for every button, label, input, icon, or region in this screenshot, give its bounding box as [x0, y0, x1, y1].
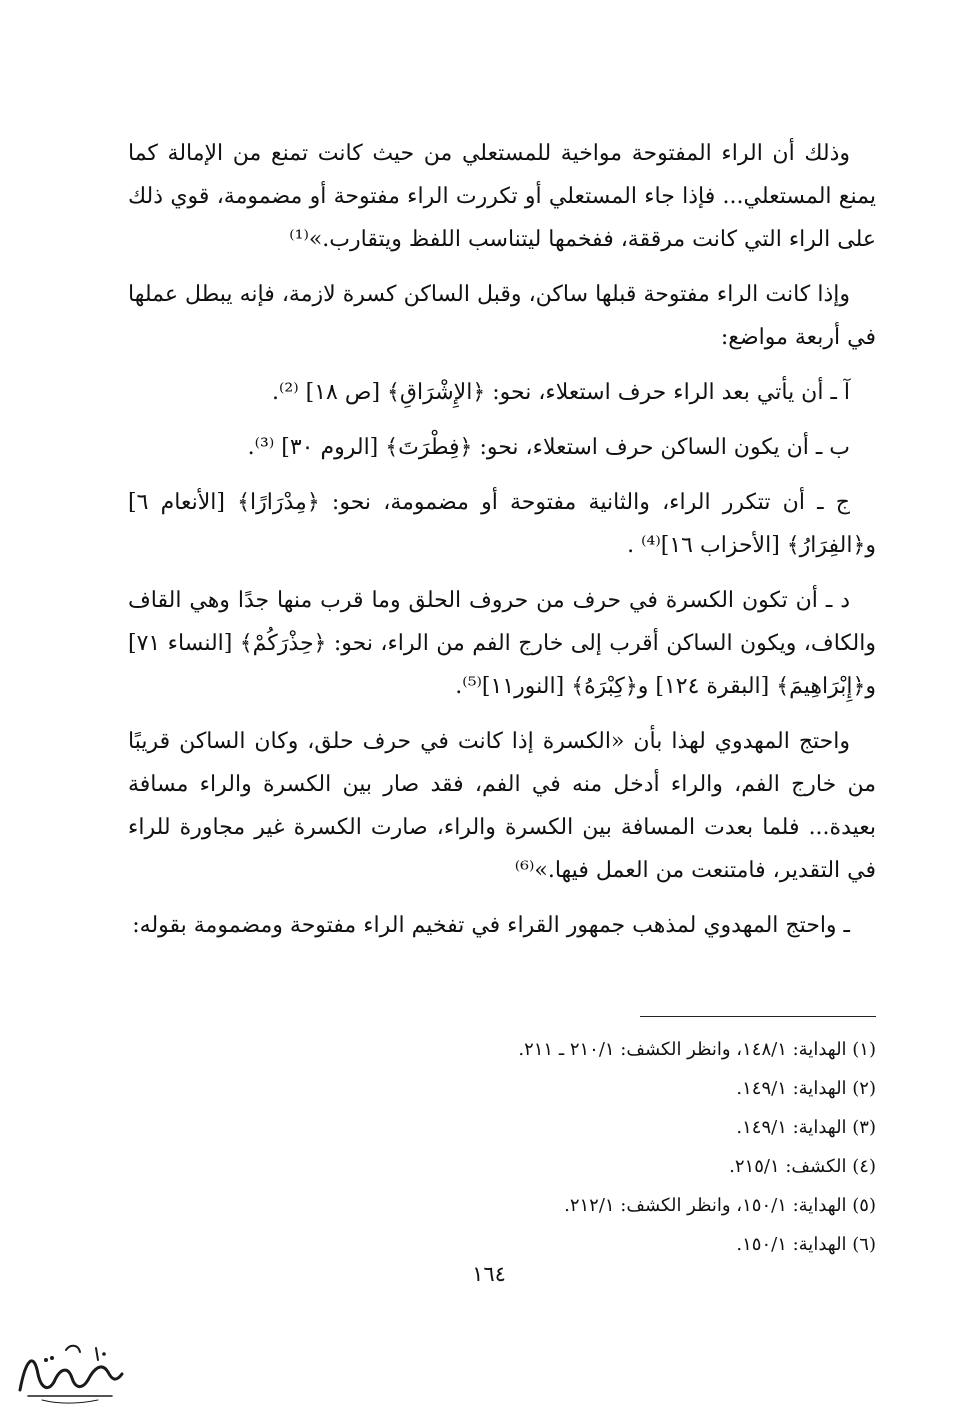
list-item-d: د ـ أن تكون الكسرة في حرف من حروف الحلق وما قرب منها جدًا وهي القاف والكاف، ويكون الساكن أقرب إلى خارج الفم من الراء، نحو: ﴿حِذْرَكُمْ﴾ [النساء ٧١] و﴿إِبْرَاهِيمَ﴾ [البقرة ١٢٤] و﴿كِبْرَهُ﴾ [النور١١]⁽⁵⁾. [128, 588, 876, 699]
paragraph-argument: واحتج المهدوي لهذا بأن «الكسرة إذا كانت في حرف حلق، وكان الساكن قريبًا من خارج الفم، والراء أدخل منه في الفم، فقد صار بين الكسرة والراء مسافة بعيدة... فلما بعدت المسافة بين الكسرة والراء، صارت الكسرة غير مجاورة للراء في التقدير، فامتنعت من العمل فيها.»⁽⁶⁾ [128, 729, 876, 883]
paragraph-1: وذلك أن الراء المفتوحة مواخية للمستعلي من حيث كانت تمنع من الإمالة كما يمنع المستعلي... فإذا جاء المستعلي أو تكررت الراء مفتوحة أو مضمومة، قوي ذلك على الراء التي كانت مرققة، ففخمها ليتناسب اللفظ ويتقارب.»⁽¹⁾ [128, 141, 876, 252]
list-item-b: ب ـ أن يكون الساكن حرف استعلاء، نحو: ﴿فِطْرَتَ﴾ [الروم ٣٠] ⁽³⁾. [247, 435, 850, 460]
footnote-6: (٦) الهداية: ١٥٠/١. [736, 1234, 876, 1255]
calligraphy-stamp-logo [8, 1338, 128, 1408]
main-text [128, 132, 876, 959]
page-number: ١٦٤ [472, 1262, 506, 1286]
paragraph-2: وإذا كانت الراء مفتوحة قبلها ساكن، وقبل الساكن كسرة لازمة، فإنه يبطل عملها في أربعة مواضع: [128, 282, 876, 350]
footnote-4: (٤) الكشف: ٢١٥/١. [729, 1156, 876, 1177]
footnote-3: (٣) الهداية: ١٤٩/١. [736, 1117, 876, 1138]
paragraph-closing: ـ واحتج المهدوي لمذهب جمهور القراء في تفخيم الراء مفتوحة ومضمومة بقوله: [132, 913, 850, 938]
footnote-2: (٢) الهداية: ١٤٩/١. [736, 1078, 876, 1099]
footnote-divider [640, 1016, 876, 1017]
footnote-1: (١) الهداية: ١٤٨/١، وانظر الكشف: ٢١٠/١ ـ ٢١١. [518, 1039, 876, 1060]
footnotes [128, 1030, 876, 1264]
list-item-a: آ ـ أن يأتي بعد الراء حرف استعلاء، نحو: ﴿الإِشْرَاقِ﴾ [ص ١٨] ⁽²⁾. [272, 380, 850, 405]
footnote-5: (٥) الهداية: ١٥٠/١، وانظر الكشف: ٢١٢/١. [564, 1195, 876, 1216]
list-item-c: ج ـ أن تتكرر الراء، والثانية مفتوحة أو مضمومة، نحو: ﴿مِدْرَارًا﴾ [الأنعام ٦] و﴿الفِرَارُ﴾ [الأحزاب ١٦]⁽⁴⁾ . [128, 490, 876, 558]
